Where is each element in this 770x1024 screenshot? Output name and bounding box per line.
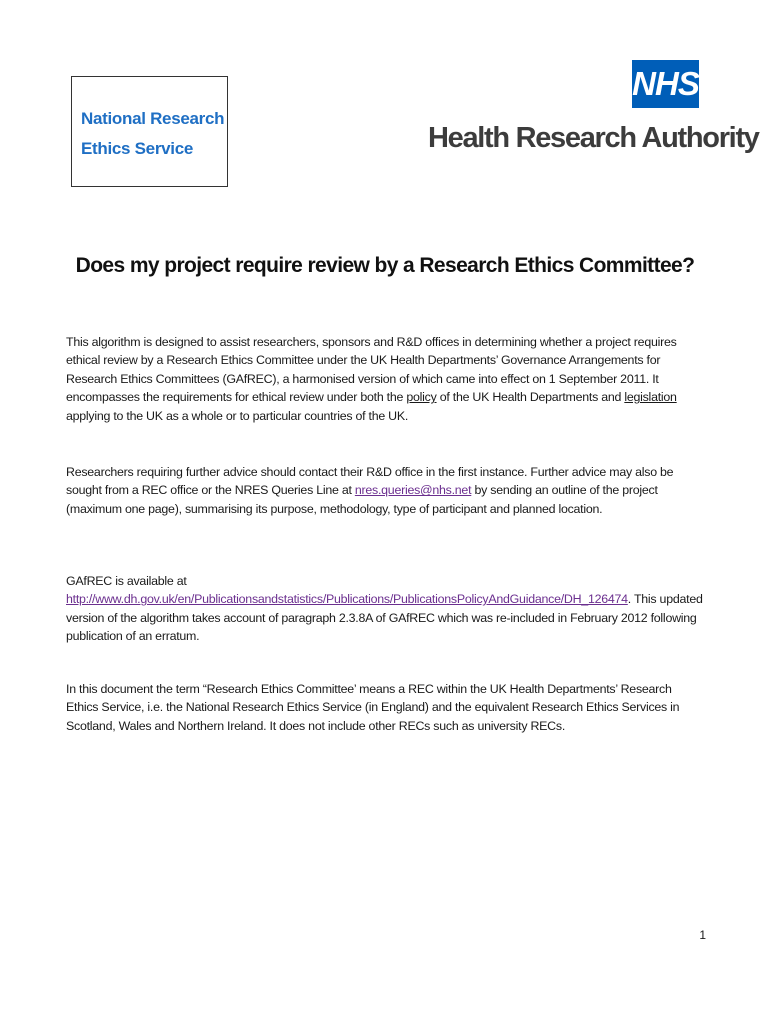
p3-text-1: GAfREC is available at [66,574,187,588]
nres-logo-line1: National Research [81,109,225,128]
intro-paragraph [66,333,706,425]
definition-paragraph: In this document the term “Research Ethics Committee’ means a REC within the UK Health Departments’ Research Ethics Service, i.e. the National Research Ethics Service (in England) and the equivalent Research Ethics Services in Scotland, Wales and Northern Ireland. It does not include other RECs such as university RECs. [66,682,680,733]
hra-logo-text: Health Research Authority [428,122,759,154]
queries-email-link[interactable]: nres.queries@nhs.net [354,483,472,498]
p1-text-1: This algorithm is designed to assist researchers, sponsors and R&D offices in determining whether a project requires ethical review by a Research Ethics Committee under the UK Health Departments’ Governance Arrangements for Research Ethics Committees (GAfREC), a harmonised version of which came into effect on 1 September 2011. It encompasses the requirements for ethical review under both the [66,335,677,405]
policy-link[interactable]: policy [406,390,437,405]
p1-text-2: of the UK Health Departments and [436,390,625,405]
legislation-link[interactable]: legislation [624,390,677,405]
p1-text-3: applying to the UK as a whole or to particular countries of the UK. [66,408,409,423]
nres-logo-line2: Ethics Service [81,139,194,158]
p2-text-1: Researchers requiring further advice should contact their R&D office in the first instance. Further advice may also be sought from a REC office or the NRES Queries Line at [66,465,674,498]
page-number: 1 [699,928,706,942]
nhs-logo-badge: NHS [632,60,699,108]
advice-paragraph [66,463,706,518]
p2-text-2: by sending an outline of the project (maximum one page), summarising its purpose, methodology, type of participant and planned location. [66,483,658,516]
gafrec-url-link[interactable]: http://www.dh.gov.uk/en/Publicationsandstatistics/Publications/PublicationsPolicyAndGuidance/DH_126474 [66,592,628,607]
gafrec-paragraph [66,572,706,646]
nres-logo [71,76,228,187]
p3-text-2: . This updated version of the algorithm takes account of paragraph 2.3.8A of GAfREC which was re-included in February 2012 following publication of an erratum. [66,592,703,644]
page-title: Does my project require review by a Research Ethics Committee? [75,254,695,277]
